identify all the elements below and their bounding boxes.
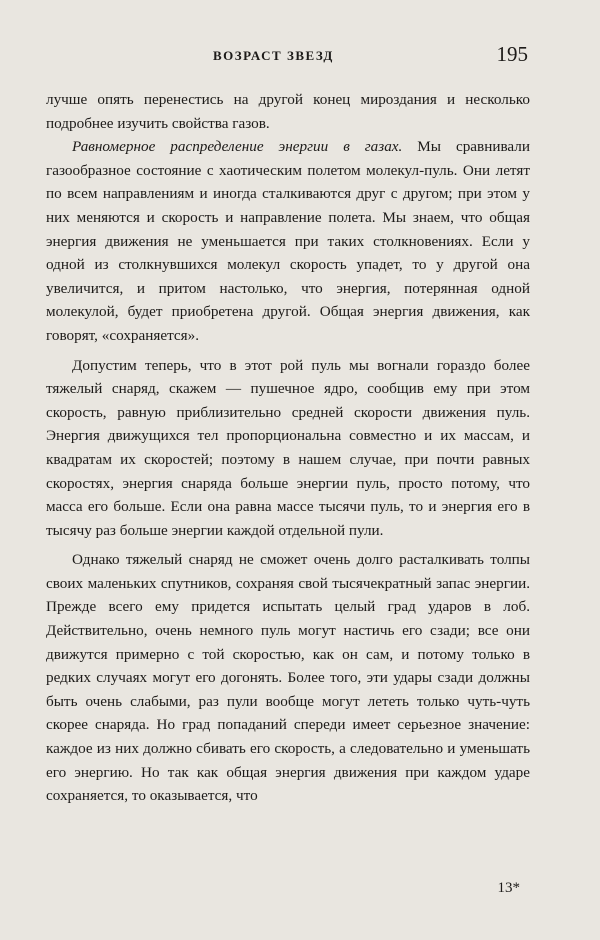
paragraph	[46, 354, 530, 543]
paragraph-section-start	[46, 135, 530, 347]
section-heading-inline: Равномерное распределение энергии в газах.	[72, 138, 403, 156]
paragraph-text: Допустим теперь, что в этот рой пуль мы вогнали гораздо более тяжелый снаряд, скажем — пушечное ядро, сообщив ему при этом скорость, равную приблизительно средней скорости движения пуль. Энергия движущихся тел пропорциональна совместно и их массам, и квадратам их скоростей; поэтому в нашем случае, при почти равных скоростях, энергия снаряда больше энергии пуль, просто потому, что масса его больше. Если она равна массе тысячи пуль, то и энергия его в тысячу раз больше энергии каждой отдельной пули.	[46, 356, 530, 539]
page-header	[0, 42, 600, 72]
page-number: 195	[496, 42, 528, 66]
running-head: ВОЗРАСТ ЗВЕЗД	[213, 48, 334, 63]
paragraph	[46, 548, 530, 808]
page-body	[46, 88, 530, 808]
printer-signature: 13*	[497, 880, 520, 896]
paragraph-continued	[46, 88, 530, 135]
paragraph-text: Однако тяжелый снаряд не сможет очень долго расталкивать толпы своих маленьких спутников, сохраняя свой тысячекратный запас энергии. Прежде всего ему придется испытать целый град ударов в лоб. Действительно, очень немного пуль могут настичь его сзади; все они движутся примерно с той скоростью, как он сам, и потому только в редких случаях могут его догонять. Более того, эти удары сзади должны быть очень слабыми, раз пули вообще могут лететь только чуть-чуть скорее снаряда. Но град попаданий спереди имеет серьезное значение: каждое из них должно сбивать его скорость, а следовательно и уменьшать его энергию. Но так как общая энергия движения при каждом ударе сохраняется, то оказывается, что	[46, 551, 530, 805]
paragraph-text: лучше опять перенестись на другой конец мироздания и несколько подробнее изучить свойства газов.	[46, 91, 530, 132]
paragraph-text: Мы сравнивали газообразное состояние с хаотическим полетом молекул-пуль. Они летят по всем направлениям и иногда сталкиваются друг с другом; при этом у них меняются и скорость и направление полета. Мы знаем, что общая энергия движения не уменьшается при таких столкновениях. Если у одной из столкнувшихся молекул скорость упадет, то у другой она увеличится, и притом настолько, что энергия, потерянная одной молекулой, будет приобретена другой. Общая энергия движения, как говорят, «сохраняется».	[46, 138, 531, 344]
